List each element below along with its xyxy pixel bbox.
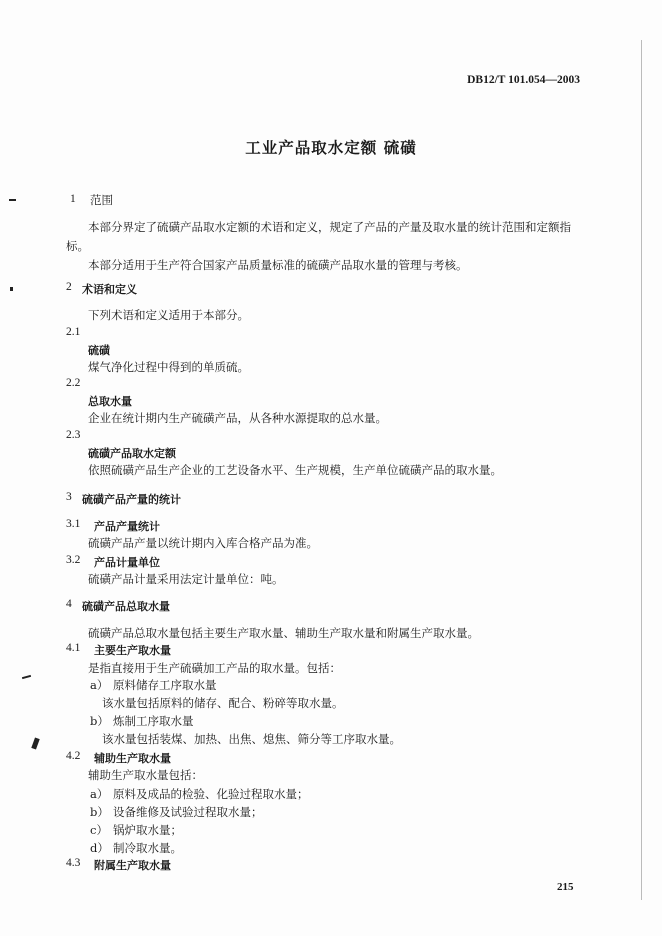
subsection-heading: 主要生产取水量 [94,644,171,657]
standard-number: DB12/T 101.054—2003 [467,74,580,86]
subsection-heading: 产品产量统计 [94,520,160,533]
scan-mark [10,287,13,291]
paragraph: 是指直接用于生产硫磺加工产品的取水量。包括： [88,661,341,675]
scan-mark [31,737,39,749]
list-item: 原料储存工序取水量 [113,678,217,692]
term-number: 2.2 [66,377,81,389]
list-item: 锅炉取水量； [113,823,182,837]
subsection-number: 3.1 [66,518,81,530]
paragraph: 硫磺产品计量采用法定计量单位：吨。 [88,572,284,586]
term-number: 2.1 [66,326,81,338]
term-name: 硫磺 [88,344,110,357]
list-label: c） [90,823,108,837]
list-label: a） [90,787,109,801]
section-number: 3 [66,491,72,503]
scan-mark [22,675,31,679]
subsection-heading: 产品计量单位 [94,556,160,569]
subsection-number: 3.2 [66,554,81,566]
term-name: 硫磺产品取水定额 [88,447,176,460]
page-number: 215 [557,881,574,893]
section-number: 1 [70,193,76,205]
subsection-heading: 辅助生产取水量 [94,752,171,765]
paragraph: 硫磺产品总取水量包括主要生产取水量、辅助生产取水量和附属生产取水量。 [88,626,479,640]
subsection-number: 4.3 [66,857,81,869]
list-label: a） [90,678,109,692]
paragraph: 本部分适用于生产符合国家产品质量标准的硫磺产品取水量的管理与考核。 [88,258,468,272]
section-number: 2 [66,281,72,293]
section-number: 4 [66,598,72,610]
term-definition: 企业在统计期内生产硫磺产品，从各种水源提取的总水量。 [88,411,387,425]
scan-edge-line [641,40,642,900]
paragraph: 本部分界定了硫磺产品取水定额的术语和定义，规定了产品的产量及取水量的统计范围和定额指 [88,220,571,234]
paragraph: 标。 [66,239,89,253]
subsection-number: 4.1 [66,642,81,654]
term-definition: 依照硫磺产品生产企业的工艺设备水平、生产规模，生产单位硫磺产品的取水量。 [88,463,502,477]
subsection-number: 4.2 [66,750,81,762]
list-label: d） [90,841,109,855]
term-number: 2.3 [66,429,81,441]
list-item: 制冷取水量。 [113,841,182,855]
section-heading: 硫磺产品总取水量 [82,600,170,613]
term-name: 总取水量 [88,395,132,408]
paragraph: 硫磺产品产量以统计期内入库合格产品为准。 [88,536,318,550]
list-item: 炼制工序取水量 [113,714,194,728]
document-title: 工业产品取水定额 硫磺 [245,139,417,157]
list-item: 原料及成品的检验、化验过程取水量； [113,787,309,801]
section-heading: 硫磺产品产量的统计 [82,493,181,506]
paragraph: 下列术语和定义适用于本部分。 [88,308,249,322]
section-heading: 范围 [90,193,113,207]
list-label: b） [90,714,109,728]
paragraph: 辅助生产取水量包括： [88,768,203,782]
term-definition: 煤气净化过程中得到的单质硫。 [88,360,249,374]
subsection-heading: 附属生产取水量 [94,859,171,872]
list-label: b） [90,805,109,819]
section-heading: 术语和定义 [82,283,137,296]
list-item-detail: 该水量包括装煤、加热、出焦、熄焦、筛分等工序取水量。 [102,732,401,746]
scan-mark [9,199,16,201]
list-item-detail: 该水量包括原料的储存、配合、粉碎等取水量。 [102,696,344,710]
list-item: 设备维修及试验过程取水量； [113,805,263,819]
